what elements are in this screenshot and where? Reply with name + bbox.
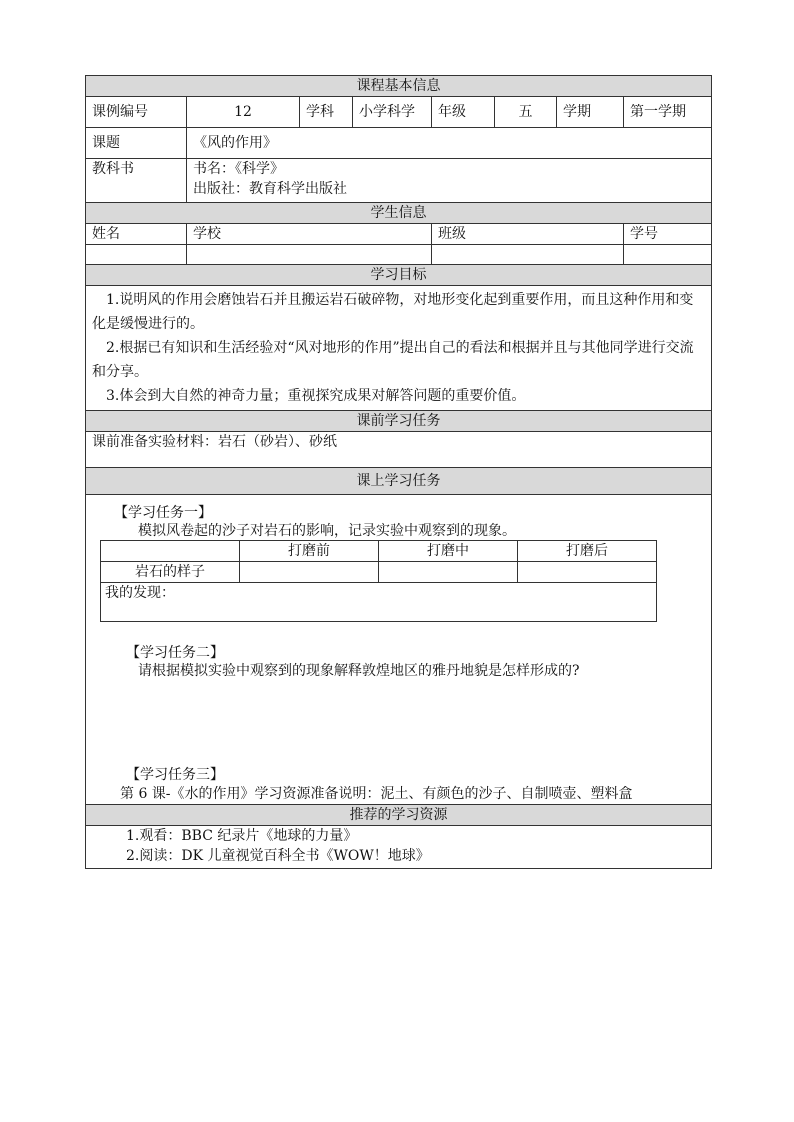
finding-cell[interactable] (101, 583, 657, 622)
task2-text: 请根据模拟实验中观察到的现象解释敦煌地区的雅丹地貌是怎样形成的? (138, 663, 580, 679)
textbook-info (187, 159, 712, 203)
task3-text: 第 6 课-《水的作用》学习资源准备说明：泥土、有颜色的沙子、自制喷壶、塑料盒 (120, 786, 633, 802)
section-basic-info: 课程基本信息 (86, 76, 712, 97)
textbook-label: 教科书 (86, 159, 187, 203)
objective-item: 3.体会到大自然的神奇力量；重视探究成果对解答问题的重要价值。 (106, 388, 526, 404)
task1-text: 模拟风卷起的沙子对岩石的影响，记录实验中观察到的现象。 (138, 523, 516, 539)
grade-label: 年级 (432, 97, 495, 128)
student-id-label: 学号 (624, 224, 712, 245)
task2-answer-area[interactable] (92, 680, 705, 766)
observation-header (101, 541, 240, 562)
class-field[interactable] (432, 245, 624, 265)
pre-class-text: 课前准备实验材料：岩石（砂岩）、砂纸 (86, 432, 712, 468)
task1-label: 【学习任务一】 (114, 505, 212, 521)
task3-label: 【学习任务三】 (126, 767, 224, 783)
name-label: 姓名 (86, 224, 187, 245)
observation-table (100, 540, 657, 622)
grade-value: 五 (495, 97, 557, 128)
observation-header: 打磨前 (240, 541, 379, 562)
objective-item: 1.说明风的作用会磨蚀岩石并且搬运岩石破碎物，对地形变化起到重要作用，而且这种作用和变化是缓慢进行的。 (92, 292, 694, 332)
before-grinding-cell[interactable] (240, 562, 379, 583)
section-objectives: 学习目标 (86, 265, 712, 286)
during-grinding-cell[interactable] (379, 562, 518, 583)
resources-list (86, 826, 712, 869)
section-in-class: 课上学习任务 (86, 468, 712, 495)
book-name: 书名：《科学》 (193, 161, 284, 177)
lesson-sheet (85, 75, 711, 869)
term-value: 第一学期 (624, 97, 712, 128)
after-grinding-cell[interactable] (518, 562, 657, 583)
section-pre-class: 课前学习任务 (86, 411, 712, 432)
school-field[interactable] (187, 245, 432, 265)
objective-item: 2.根据已有知识和生活经验对“风对地形的作用”提出自己的看法和根据并且与其他同学进行交流和分享。 (92, 340, 694, 380)
resource-item: 2.阅读：DK 儿童视觉百科全书《WOW！地球》 (126, 848, 430, 864)
topic-label: 课题 (86, 128, 187, 159)
in-class-content (86, 495, 712, 805)
case-no-value: 12 (187, 97, 300, 128)
subject-label: 学科 (300, 97, 353, 128)
subject-value: 小学科学 (353, 97, 432, 128)
class-label: 班级 (432, 224, 624, 245)
observation-header: 打磨后 (518, 541, 657, 562)
observation-header: 打磨中 (379, 541, 518, 562)
term-label: 学期 (557, 97, 624, 128)
section-resources: 推荐的学习资源 (86, 805, 712, 826)
rock-appearance-label: 岩石的样子 (101, 562, 240, 583)
student-id-field[interactable] (624, 245, 712, 265)
publisher: 出版社：教育科学出版社 (193, 181, 347, 197)
objectives-list (86, 286, 712, 411)
section-student-info: 学生信息 (86, 203, 712, 224)
case-no-label: 课例编号 (86, 97, 187, 128)
finding-label: 我的发现： (105, 585, 175, 601)
task2-label: 【学习任务二】 (126, 645, 224, 661)
resource-item: 1.观看：BBC 纪录片《地球的力量》 (126, 828, 358, 844)
name-field[interactable] (86, 245, 187, 265)
topic-value: 《风的作用》 (187, 128, 712, 159)
lesson-table (85, 75, 712, 869)
school-label: 学校 (187, 224, 432, 245)
